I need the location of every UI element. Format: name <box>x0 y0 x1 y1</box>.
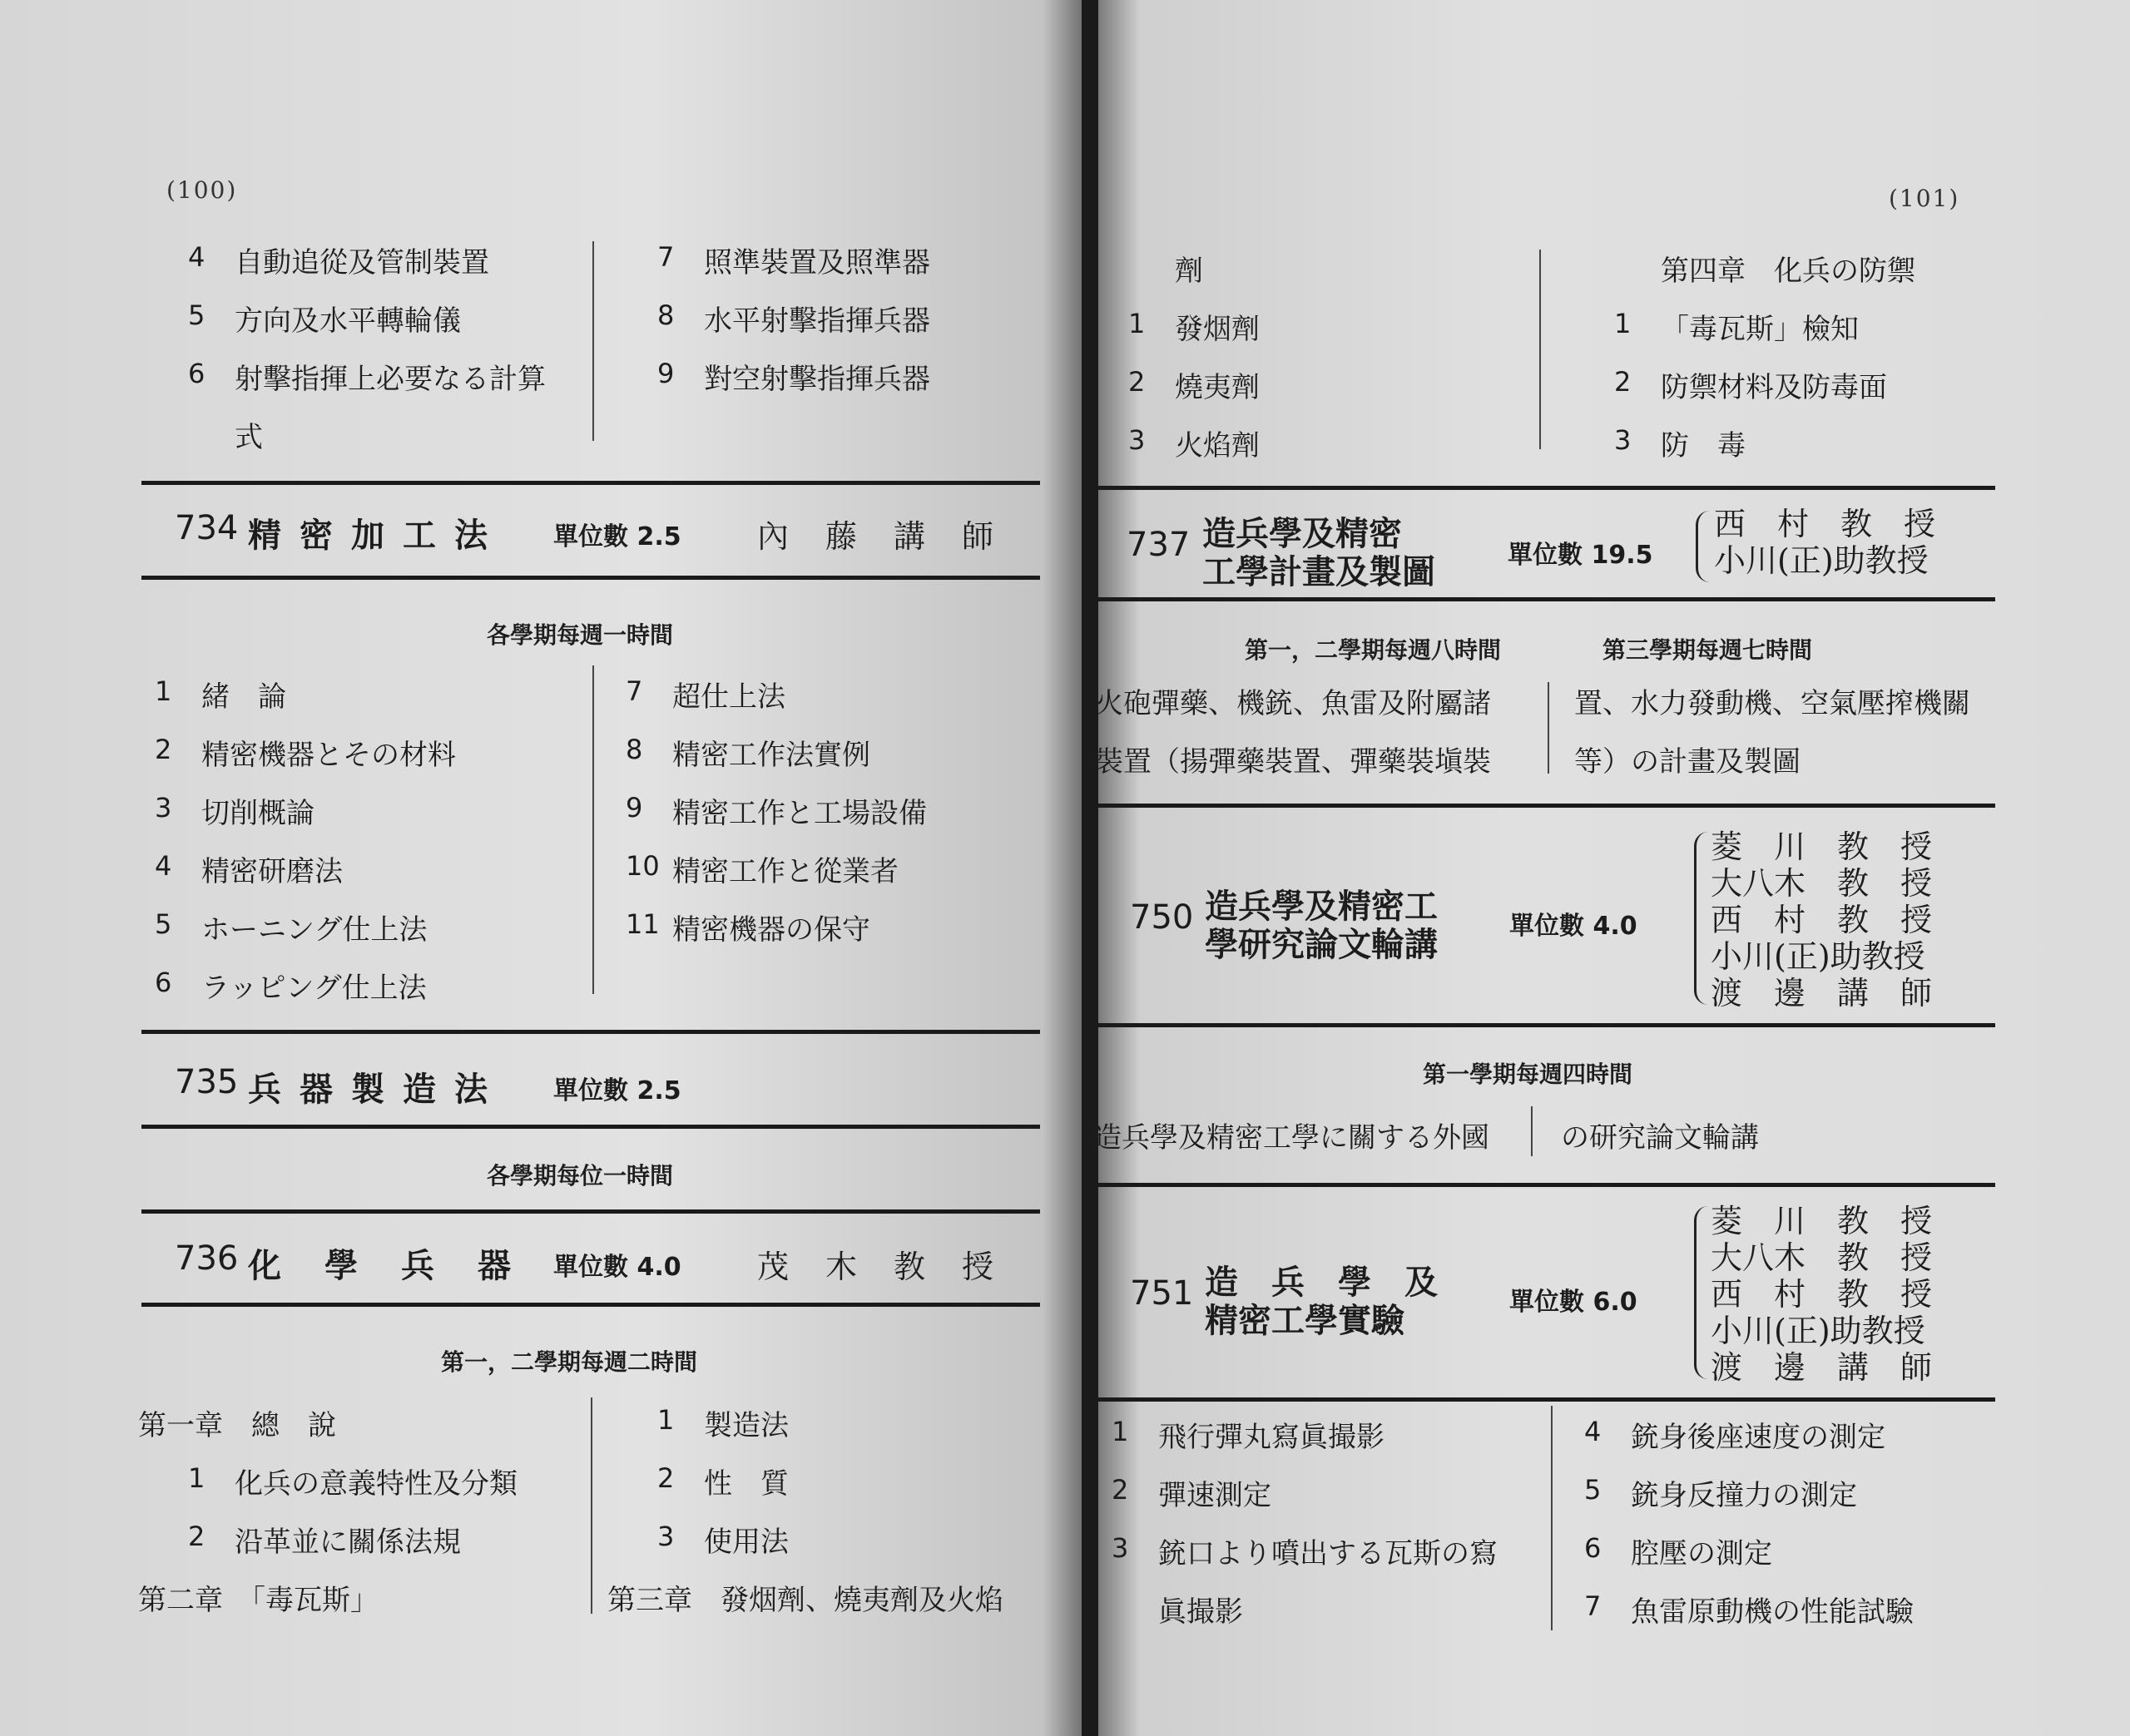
list-item-number: 8 <box>657 299 675 331</box>
list-item-number: 2 <box>1128 366 1146 398</box>
list-item-number: 5 <box>1584 1474 1602 1506</box>
column-divider <box>591 1397 592 1614</box>
course-title: 兵器製造法 <box>248 1071 506 1109</box>
list-item: 腔壓の測定 <box>1631 1537 1772 1570</box>
rule <box>1090 1183 1995 1187</box>
list-item: 水平射擊指揮兵器 <box>704 304 930 338</box>
instructor-name: 大八木 教 授 <box>1711 1239 1933 1276</box>
list-item-number: 1 <box>1614 308 1632 339</box>
course-instructor: 茂木教授 <box>757 1249 1031 1285</box>
course-schedule: 各學期每週一時間 <box>487 621 674 649</box>
list-item-number: 2 <box>657 1462 675 1494</box>
list-item: 精密研磨法 <box>201 855 343 888</box>
list-item-number: 1 <box>155 675 172 707</box>
instructor-name: 小川(正)助教授 <box>1711 1313 1925 1349</box>
instructor-name: 大八木 教 授 <box>1711 865 1933 902</box>
rule <box>1090 486 1995 490</box>
course-description-right: の研究論文輪講 <box>1561 1121 1759 1155</box>
list-item: 「毒瓦斯」檢知 <box>1661 313 1859 346</box>
list-item-number: 9 <box>626 792 643 823</box>
list-item-number: 6 <box>1584 1532 1602 1564</box>
list-item: 魚雷原動機の性能試驗 <box>1631 1595 1914 1629</box>
list-item: 精密工作と從業者 <box>672 855 899 888</box>
list-item: 精密工作と工場設備 <box>672 797 927 830</box>
list-item-number: 3 <box>155 792 172 823</box>
instructor-brace <box>1696 511 1710 582</box>
description-line: 等）の計畫及製圖 <box>1574 745 1801 779</box>
list-item: 式 <box>235 421 263 454</box>
course-schedule: 第一，二學期每週八時間 <box>1245 636 1502 664</box>
list-item: 眞撮影 <box>1158 1595 1243 1629</box>
list-item: 製造法 <box>704 1409 789 1442</box>
list-item: 第三章 發烟劑、燒夷劑及火焰 <box>607 1584 1003 1617</box>
instructor-name: 渡 邊 講 師 <box>1711 975 1933 1011</box>
list-item-number: 2 <box>188 1521 206 1552</box>
list-item: 切削概論 <box>201 797 315 830</box>
list-item: 自動追從及管制裝置 <box>235 246 489 279</box>
list-item-number: 11 <box>626 908 660 940</box>
course-title: 精密加工法 <box>248 517 506 555</box>
list-item-number: 7 <box>657 241 675 273</box>
list-item: 第一章 總 說 <box>138 1409 336 1442</box>
list-item: 超仕上法 <box>672 680 785 714</box>
list-item-number: 2 <box>1614 366 1632 398</box>
description-line: 置、水力發動機、空氣壓搾機關 <box>1574 687 1970 720</box>
course-number: 735 <box>175 1063 239 1101</box>
description-line: 裝置（揚彈藥裝置、彈藥裝塡裝 <box>1095 745 1491 779</box>
column-divider <box>1548 682 1549 774</box>
list-item-number: 2 <box>1112 1474 1129 1506</box>
list-item-number: 7 <box>1584 1590 1602 1622</box>
list-item: 方向及水平轉輪儀 <box>235 304 461 338</box>
column-divider <box>592 241 594 441</box>
list-item-number: 1 <box>657 1404 675 1436</box>
instructor-name: 西 村 教 授 <box>1711 1276 1933 1313</box>
instructor-name: 渡 邊 講 師 <box>1711 1349 1933 1386</box>
instructor-name: 西 村 教 授 <box>1714 506 1936 542</box>
instructor-brace <box>1694 832 1708 1005</box>
course-number: 751 <box>1130 1274 1194 1313</box>
instructor-name: 小川(正)助教授 <box>1714 542 1929 579</box>
list-item: 防禦材料及防毒面 <box>1661 371 1887 404</box>
rule <box>1090 804 1995 808</box>
list-item: 防 毒 <box>1661 429 1746 462</box>
course-number: 737 <box>1127 526 1191 564</box>
list-item-number: 6 <box>155 967 172 998</box>
instructor-name: 西 村 教 授 <box>1711 902 1933 938</box>
list-item: 性 質 <box>704 1467 789 1501</box>
list-item-number: 3 <box>1128 424 1146 456</box>
rule <box>141 1125 1040 1129</box>
list-item: 化兵の意義特性及分類 <box>235 1467 518 1501</box>
list-item-number: 4 <box>188 241 206 273</box>
course-units: 單位數 19.5 <box>1508 541 1653 570</box>
column-divider <box>1531 1106 1533 1156</box>
course-description-left: 造兵學及精密工學に關する外國 <box>1093 1121 1489 1155</box>
course-schedule: 第一學期每週四時間 <box>1423 1061 1633 1088</box>
list-item: 照準裝置及照準器 <box>704 246 930 279</box>
list-item-number: 1 <box>1112 1416 1129 1447</box>
course-schedule: 第三學期每週七時間 <box>1602 636 1813 664</box>
right-page <box>1093 0 2130 1736</box>
list-item-number: 2 <box>155 734 172 765</box>
list-item: 劑 <box>1175 255 1203 288</box>
list-item-number: 4 <box>1584 1416 1602 1447</box>
course-title-line1: 造兵學及精密 <box>1202 515 1402 553</box>
course-schedule: 各學期每位一時間 <box>487 1162 674 1189</box>
rule <box>1090 1023 1995 1027</box>
rule <box>141 481 1040 485</box>
course-title-line1: 造 兵 學 及 <box>1205 1264 1438 1302</box>
list-item: 沿革並に關係法規 <box>235 1526 461 1559</box>
list-item: 發烟劑 <box>1175 313 1260 346</box>
list-item-number: 1 <box>188 1462 206 1494</box>
list-item-number: 8 <box>626 734 643 765</box>
list-item: 精密機器の保守 <box>672 913 870 947</box>
list-item: 火焰劑 <box>1175 429 1260 462</box>
course-title-line1: 造兵學及精密工 <box>1205 888 1438 926</box>
instructor-brace <box>1694 1206 1708 1379</box>
column-divider <box>1539 250 1541 449</box>
course-title-line2: 精密工學實驗 <box>1205 1302 1404 1340</box>
list-item: 銃口より噴出する瓦斯の寫 <box>1158 1537 1498 1570</box>
list-item-number: 4 <box>155 850 172 882</box>
course-units: 單位數 2.5 <box>553 1076 681 1105</box>
instructor-name: 菱 川 教 授 <box>1711 828 1933 865</box>
list-item: 射擊指揮上必要なる計算 <box>235 363 546 396</box>
list-item-number: 6 <box>188 358 206 389</box>
course-number: 734 <box>175 509 239 547</box>
course-number: 736 <box>175 1239 239 1278</box>
course-instructor: 內藤講師 <box>757 518 1031 555</box>
list-item-number: 3 <box>657 1521 675 1552</box>
description-line: 火砲彈藥、機銃、魚雷及附屬諸 <box>1095 687 1491 720</box>
course-units: 單位數 4.0 <box>1509 912 1637 941</box>
list-item: 銃身反撞力の測定 <box>1631 1479 1857 1512</box>
list-item: 第四章 化兵の防禦 <box>1661 255 1915 288</box>
list-item: 精密機器とその材料 <box>201 739 456 772</box>
course-title-line2: 學研究論文輪講 <box>1205 926 1438 964</box>
instructor-name: 小川(正)助教授 <box>1711 938 1925 975</box>
course-units: 單位數 2.5 <box>553 522 681 551</box>
list-item: 第二章 「毒瓦斯」 <box>138 1584 379 1617</box>
course-number: 750 <box>1130 898 1194 937</box>
course-units: 單位數 4.0 <box>553 1253 681 1282</box>
course-title-line2: 工學計畫及製圖 <box>1202 553 1435 591</box>
list-item: ホーニング仕上法 <box>201 913 428 947</box>
rule <box>1090 597 1995 601</box>
page-number: (101) <box>1889 185 1960 212</box>
list-item-number: 1 <box>1128 308 1146 339</box>
course-units: 單位數 6.0 <box>1509 1288 1637 1317</box>
page-number: (100) <box>166 176 238 204</box>
list-item: 對空射擊指揮兵器 <box>704 363 930 396</box>
rule <box>141 576 1040 580</box>
list-item: ラッピング仕上法 <box>201 972 427 1005</box>
column-divider <box>1551 1406 1553 1630</box>
course-schedule: 第一，二學期每週二時間 <box>441 1348 698 1376</box>
list-item-number: 5 <box>188 299 206 331</box>
rule <box>141 1030 1040 1034</box>
list-item-number: 5 <box>155 908 172 940</box>
list-item-number: 7 <box>626 675 643 707</box>
list-item: 銃身後座速度の測定 <box>1631 1421 1885 1454</box>
column-divider <box>592 665 594 994</box>
rule <box>141 1303 1040 1307</box>
rule <box>1090 1397 1995 1402</box>
list-item: 彈速測定 <box>1158 1479 1271 1512</box>
list-item-number: 10 <box>626 850 660 882</box>
course-title: 化學兵器 <box>248 1247 554 1285</box>
list-item: 精密工作法實例 <box>672 739 870 772</box>
list-item-number: 9 <box>657 358 675 389</box>
list-item-number: 3 <box>1112 1532 1129 1564</box>
list-item: 燒夷劑 <box>1175 371 1260 404</box>
list-item-number: 3 <box>1614 424 1632 456</box>
list-item: 飛行彈丸寫眞撮影 <box>1158 1421 1384 1454</box>
list-item: 緒 論 <box>201 680 286 714</box>
rule <box>141 1209 1040 1214</box>
instructor-name: 菱 川 教 授 <box>1711 1203 1933 1239</box>
list-item: 使用法 <box>704 1526 789 1559</box>
